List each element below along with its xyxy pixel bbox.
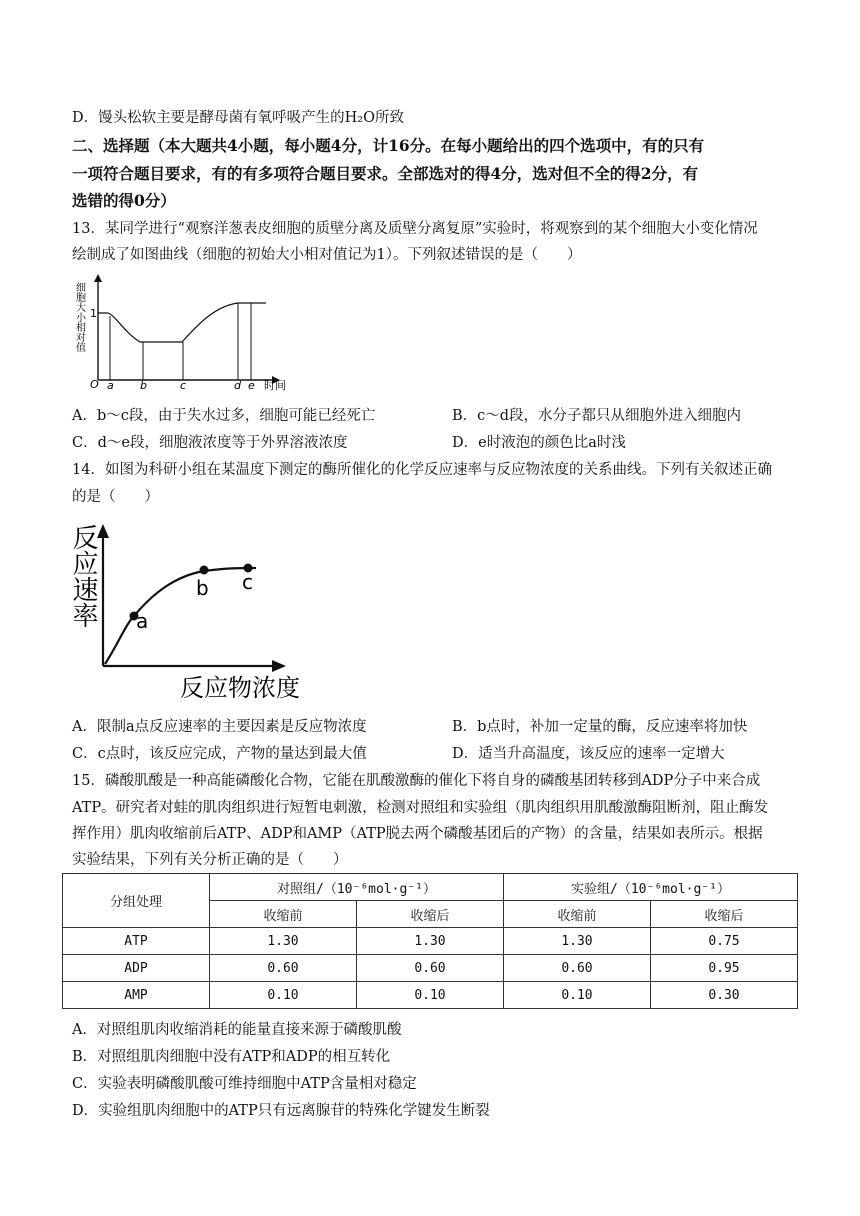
- q15-option-a: A．对照组肌肉收缩消耗的能量直接来源于磷酸肌酸: [72, 1022, 402, 1038]
- q13-option-b: B．c～d段，水分子都只从细胞外进入细胞内: [452, 408, 742, 424]
- table-subheader: 收缩后: [650, 901, 797, 928]
- row-label: ADP: [63, 955, 210, 982]
- q15-table: [62, 873, 798, 1009]
- q13-stem-line1: 13．某同学进行“观察洋葱表皮细胞的质壁分离及质壁分离复原”实验时，将观察到的某个细胞大小变化情况: [72, 221, 758, 237]
- q13-option-d: D．e时液泡的颜色比a时浅: [452, 435, 626, 451]
- table-row: [63, 955, 798, 982]
- q13-option-a: A．b～c段，由于失水过多，细胞可能已经死亡: [72, 408, 376, 424]
- q14-point-b: [200, 566, 209, 575]
- table-group-experiment: 实验组/（10⁻⁶mol·g⁻¹）: [503, 874, 797, 901]
- q14-figure: [66, 520, 330, 704]
- q13-curve: [98, 303, 266, 342]
- q13-tick-a: a: [107, 379, 114, 392]
- q14-label-a: a: [136, 609, 149, 633]
- q15-stem-line1: 15．磷酸肌酸是一种高能磷酸化合物，它能在肌酸激酶的催化下将自身的磷酸基团转移到ADP分子中来合成: [72, 773, 761, 789]
- q13-tick-d: d: [234, 379, 241, 392]
- table-subheader: 收缩前: [210, 901, 357, 928]
- row-label: AMP: [63, 982, 210, 1009]
- table-cell: 0.60: [356, 955, 503, 982]
- q14-option-a: A．限制a点反应速率的主要因素是反应物浓度: [72, 719, 367, 735]
- table-cell: 0.75: [650, 928, 797, 955]
- table-row: [63, 982, 798, 1009]
- q14-option-b: B．b点时，补加一定量的酶，反应速率将加快: [452, 719, 748, 735]
- q13-y-tick-label: 1: [90, 307, 97, 320]
- table-cell: 1.30: [503, 928, 650, 955]
- row-label: ATP: [63, 928, 210, 955]
- q15-stem-line2: ATP。研究者对蛙的肌肉组织进行短暂电刺激，检测对照组和实验组（肌肉组织用肌酸激酶阻断剂，阻止酶发: [72, 800, 769, 816]
- section2-line3: 选错的得0分）: [72, 191, 176, 210]
- q14-option-d: D．适当升高温度，该反应的速率一定增大: [452, 746, 725, 762]
- q13-stem-line2: 绘制成了如图曲线（细胞的初始大小相对值记为1）。下列叙述错误的是（ ）: [72, 247, 582, 263]
- q13-xlabel: 时间: [264, 379, 286, 392]
- q13-tick-b: b: [140, 379, 147, 392]
- q13-y-arrow: [94, 274, 102, 282]
- q14-curve: [105, 568, 256, 664]
- q14-label-c: c: [242, 570, 253, 594]
- table-subheader: 收缩前: [503, 901, 650, 928]
- table-cell: 0.95: [650, 955, 797, 982]
- table-row: [63, 928, 798, 955]
- table-cell: 1.30: [356, 928, 503, 955]
- table-corner: 分组处理: [63, 874, 210, 928]
- q13-figure: [70, 272, 310, 394]
- table-cell: 1.30: [210, 928, 357, 955]
- q13-ylabel: 细胞大小相对值: [73, 282, 85, 352]
- q14-ylabel: 反应速率: [68, 524, 98, 628]
- q15-option-c: C．实验表明磷酸肌酸可维持细胞中ATP含量相对稳定: [72, 1076, 417, 1092]
- q12-option-d: D．馒头松软主要是酵母菌有氧呼吸产生的H₂O所致: [72, 110, 404, 126]
- table-cell: 0.10: [356, 982, 503, 1009]
- q15-option-d: D．实验组肌肉细胞中的ATP只有远离腺苷的特殊化学键发生断裂: [72, 1103, 490, 1119]
- section2-line1: 二、选择题（本大题共4小题，每小题4分，计16分。在每小题给出的四个选项中，有的只有: [72, 136, 705, 155]
- q14-stem-line1: 14．如图为科研小组在某温度下测定的酶所催化的化学反应速率与反应物浓度的关系曲线。下列有关叙述正确: [72, 462, 772, 478]
- q15-stem-line3: 挥作用）肌肉收缩前后ATP、ADP和AMP（ATP脱去两个磷酸基团后的产物）的含量，结果如表所示。根据: [72, 826, 763, 842]
- q14-option-c: C．c点时，该反应完成，产物的量达到最大值: [72, 746, 367, 762]
- table-cell: 0.10: [503, 982, 650, 1009]
- q14-x-arrow: [272, 660, 286, 672]
- section2-line2: 一项符合题目要求，有的有多项符合题目要求。全部选对的得4分，选对但不全的得2分，有: [72, 164, 699, 183]
- table-group-control: 对照组/（10⁻⁶mol·g⁻¹）: [210, 874, 504, 901]
- q13-origin: O: [90, 378, 99, 391]
- q15-stem-line4: 实验结果，下列有关分析正确的是（ ）: [72, 852, 348, 868]
- q13-tick-c: c: [180, 379, 187, 392]
- q13-tick-e: e: [248, 379, 255, 392]
- table-cell: 0.60: [210, 955, 357, 982]
- table-cell: 0.30: [650, 982, 797, 1009]
- table-cell: 0.60: [503, 955, 650, 982]
- q13-option-c: C．d～e段，细胞液浓度等于外界溶液浓度: [72, 435, 348, 451]
- table-cell: 0.10: [210, 982, 357, 1009]
- q15-option-b: B．对照组肌肉细胞中没有ATP和ADP的相互转化: [72, 1049, 391, 1065]
- q14-label-b: b: [196, 576, 209, 600]
- table-subheader: 收缩后: [356, 901, 503, 928]
- q14-xlabel: 反应物浓度: [180, 674, 300, 702]
- q14-stem-line2: 的是（ ）: [72, 489, 159, 505]
- q14-y-arrow: [97, 524, 109, 538]
